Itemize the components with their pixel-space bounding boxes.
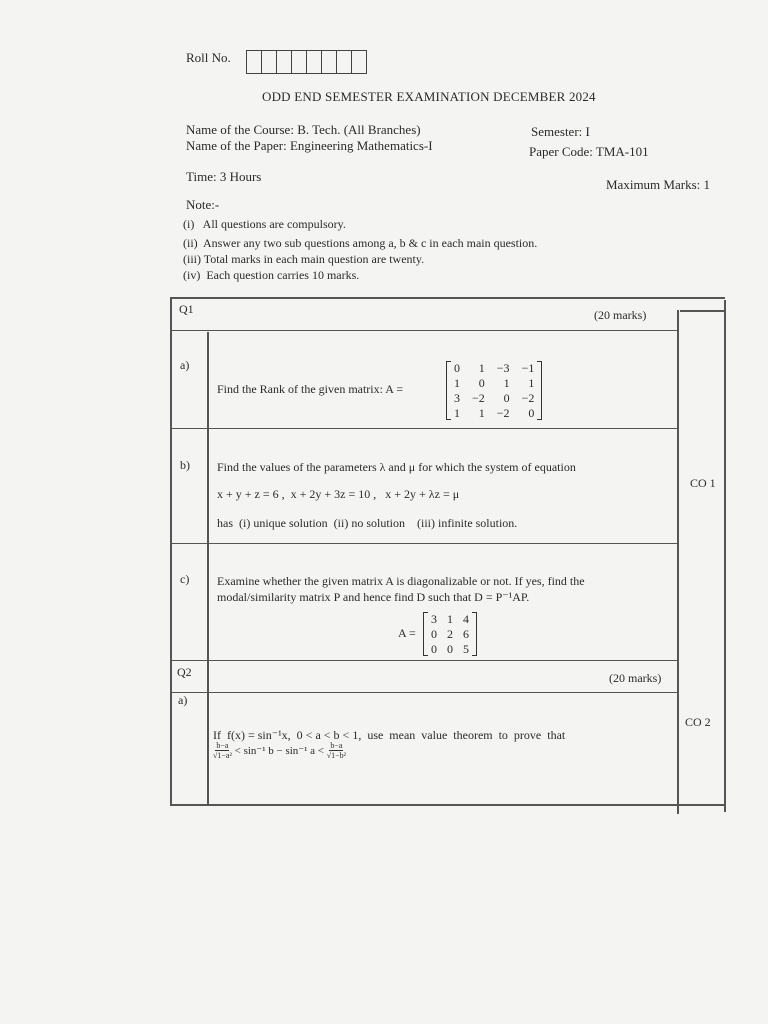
course-name: Name of the Course: B. Tech. (All Branches) <box>186 122 421 137</box>
note-item: (i) All questions are compulsory. <box>183 217 346 231</box>
course-outcome-2: CO 2 <box>685 715 711 729</box>
exam-title: ODD END SEMESTER EXAMINATION DECEMBER 2024 <box>262 89 596 104</box>
note-heading: Note:- <box>186 197 220 212</box>
diagonalize-matrix: 3 1 4 0 2 6 0 0 5 <box>423 612 477 656</box>
note-item: (iii) Total marks in each main question are twenty. <box>183 252 425 266</box>
note-item: (iv) Each question carries 10 marks. <box>183 268 360 282</box>
paper-name: Name of the Paper: Engineering Mathematics-I <box>186 138 433 153</box>
diagonalize-question-text: Examine whether the given matrix A is diagonalizable or not. If yes, find the <box>217 574 585 588</box>
matrix-label: A = <box>398 626 416 640</box>
sub-question-label: c) <box>180 572 190 586</box>
rank-question-text: Find the Rank of the given matrix: A = <box>217 382 404 396</box>
question-1-label: Q1 <box>179 302 194 316</box>
maximum-marks: Maximum Marks: 1 <box>606 177 710 192</box>
question-2-marks: (20 marks) <box>609 671 662 685</box>
diagonalize-question-text: modal/similarity matrix P and hence find D such that D = P⁻¹AP. <box>217 590 530 604</box>
roll-number-boxes <box>246 50 367 74</box>
note-item: (ii) Answer any two sub questions among a, b & c in each main question. <box>183 236 538 250</box>
mvt-question-text: If f(x) = sin⁻¹x, 0 < a < b < 1, use mean value theorem to prove that <box>213 728 566 742</box>
time-allowed: Time: 3 Hours <box>186 169 262 184</box>
question-1-marks: (20 marks) <box>594 308 647 322</box>
roll-number-label: Roll No. <box>186 50 231 65</box>
fraction-right: $\frac{b-a}{\text{√1−b²}}$ <box>326 741 347 760</box>
semester: Semester: I <box>531 124 590 139</box>
solution-options: has (i) unique solution (ii) no solution (iii) infinite solution. <box>217 516 518 530</box>
system-question-text: Find the values of the parameters λ and μ for which the system of equation <box>217 460 576 474</box>
system-equations: x + y + z = 6 , x + 2y + 3z = 10 , x + 2y + λz = μ <box>217 487 460 501</box>
course-outcome-1: CO 1 <box>690 476 716 490</box>
sub-question-label: b) <box>180 458 190 472</box>
question-2-label: Q2 <box>177 665 192 679</box>
rank-matrix: 0 1 −3 −1 1 0 1 1 3 −2 0 −2 1 1 −2 0 <box>446 361 542 420</box>
sub-question-label: a) <box>178 693 188 707</box>
fraction-left: $\frac{b-a}{\text{√1−a²}}$ <box>213 741 232 760</box>
paper-code: Paper Code: TMA-101 <box>529 144 649 159</box>
sub-question-label: a) <box>180 358 190 372</box>
mvt-inequality: $\frac{b-a}{\text{√1−a²}}$ < sin⁻¹ b − sin⁻¹ a < $\frac{b-a}{\text{√1−b²}}$ <box>213 741 347 760</box>
